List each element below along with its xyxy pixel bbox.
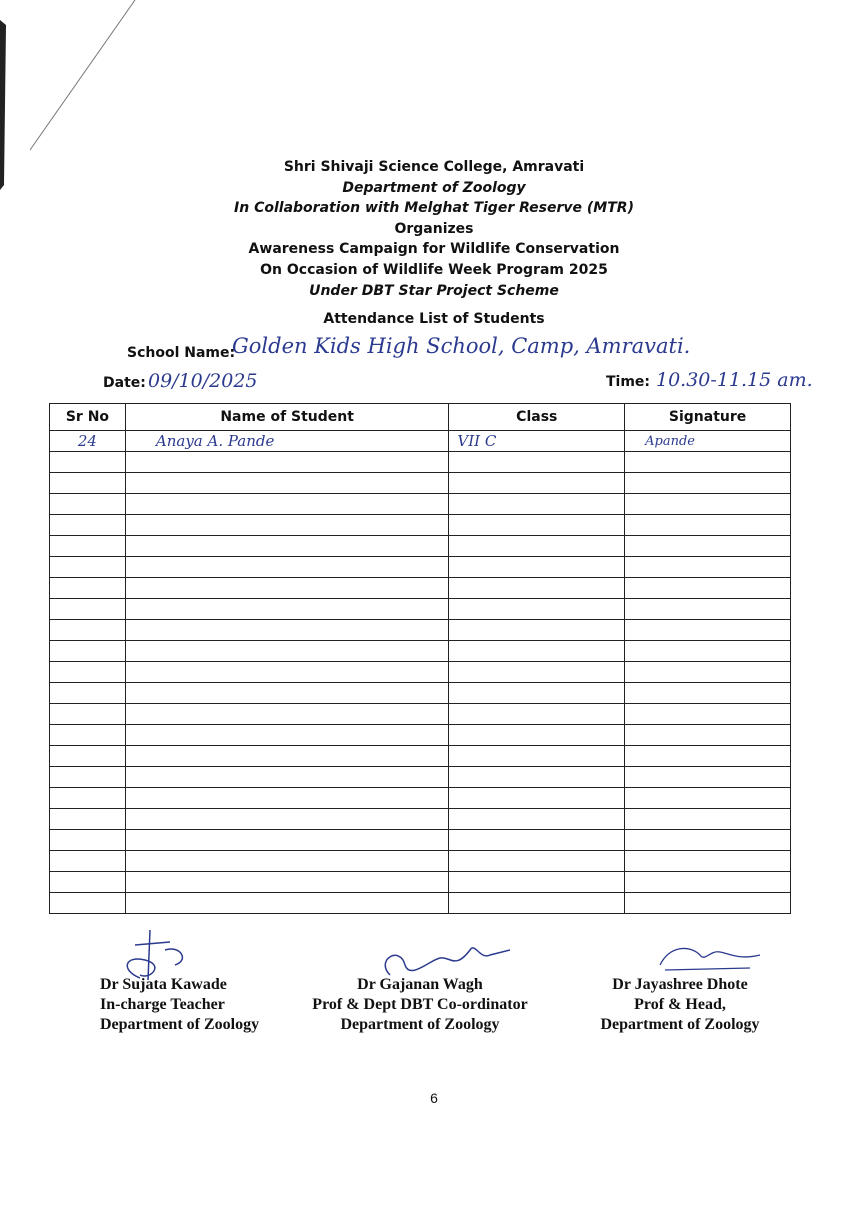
table-row	[50, 683, 791, 704]
col-student-name: Name of Student	[125, 404, 449, 431]
empty-cell	[125, 725, 449, 746]
signatory-kawade	[100, 975, 275, 1035]
empty-cell	[125, 599, 449, 620]
empty-cell	[625, 767, 791, 788]
empty-cell	[125, 809, 449, 830]
empty-cell	[50, 788, 126, 809]
empty-cell	[449, 662, 625, 683]
table-row	[50, 641, 791, 662]
table-row	[50, 599, 791, 620]
empty-cell	[50, 557, 126, 578]
school-name-value: Golden Kids High School, Camp, Amravati.	[232, 334, 691, 358]
cell-student-name: Anaya A. Pande	[125, 431, 449, 452]
empty-cell	[50, 662, 126, 683]
empty-cell	[50, 851, 126, 872]
table-row	[50, 662, 791, 683]
cell-sr-no: 24	[50, 431, 126, 452]
empty-cell	[125, 620, 449, 641]
empty-cell	[625, 620, 791, 641]
table-row	[50, 578, 791, 599]
empty-cell	[449, 515, 625, 536]
empty-cell	[625, 851, 791, 872]
empty-cell	[625, 872, 791, 893]
empty-cell	[625, 452, 791, 473]
empty-cell	[449, 893, 625, 914]
empty-cell	[50, 830, 126, 851]
collaboration-line: In Collaboration with Melghat Tiger Reserve (MTR)	[234, 200, 634, 217]
school-name-label: School Name:	[127, 345, 236, 361]
table-row	[50, 746, 791, 767]
table-header-row	[50, 404, 791, 431]
empty-cell	[50, 599, 126, 620]
campaign-title: Awareness Campaign for Wildlife Conservation	[248, 241, 620, 258]
empty-cell	[50, 767, 126, 788]
empty-cell	[625, 494, 791, 515]
signatory-name: Dr Jayashree Dhote	[612, 976, 748, 993]
empty-cell	[125, 767, 449, 788]
empty-cell	[50, 683, 126, 704]
empty-cell	[125, 515, 449, 536]
empty-cell	[449, 494, 625, 515]
empty-cell	[50, 515, 126, 536]
empty-cell	[125, 452, 449, 473]
signatory-role: Prof & Dept DBT Co-ordinator	[312, 996, 528, 1013]
empty-cell	[125, 641, 449, 662]
time-label: Time:	[606, 374, 651, 390]
time-value: 10.30-11.15 am.	[656, 369, 813, 391]
empty-cell	[125, 851, 449, 872]
table-row	[50, 725, 791, 746]
col-class: Class	[449, 404, 625, 431]
empty-cell	[625, 599, 791, 620]
empty-cell	[449, 473, 625, 494]
table-row	[50, 830, 791, 851]
empty-cell	[449, 599, 625, 620]
empty-cell	[50, 452, 126, 473]
empty-cell	[449, 851, 625, 872]
organizes-line: Organizes	[394, 220, 474, 237]
attendance-table	[49, 403, 791, 914]
empty-cell	[625, 893, 791, 914]
empty-cell	[625, 662, 791, 683]
table-row	[50, 620, 791, 641]
empty-cell	[625, 725, 791, 746]
empty-cell	[50, 809, 126, 830]
empty-cell	[625, 746, 791, 767]
col-signature: Signature	[625, 404, 791, 431]
empty-cell	[625, 473, 791, 494]
occasion-line: On Occasion of Wildlife Week Program 2025	[260, 261, 608, 278]
table-row	[50, 452, 791, 473]
table-row	[50, 473, 791, 494]
empty-cell	[625, 557, 791, 578]
table-row	[50, 515, 791, 536]
empty-cell	[125, 578, 449, 599]
empty-cell	[625, 536, 791, 557]
signatory-dept: Department of Zoology	[340, 1016, 500, 1033]
empty-cell	[625, 704, 791, 725]
empty-cell	[449, 557, 625, 578]
empty-cell	[449, 620, 625, 641]
empty-cell	[625, 578, 791, 599]
empty-cell	[625, 641, 791, 662]
empty-cell	[50, 893, 126, 914]
department-name: Department of Zoology	[342, 179, 526, 196]
empty-cell	[50, 473, 126, 494]
empty-cell	[50, 494, 126, 515]
empty-cell	[449, 830, 625, 851]
empty-cell	[449, 536, 625, 557]
empty-cell	[125, 704, 449, 725]
table-row	[50, 557, 791, 578]
empty-cell	[449, 578, 625, 599]
empty-cell	[50, 641, 126, 662]
empty-cell	[50, 704, 126, 725]
empty-cell	[125, 473, 449, 494]
empty-cell	[625, 809, 791, 830]
empty-cell	[449, 809, 625, 830]
empty-cell	[125, 494, 449, 515]
empty-cell	[50, 725, 126, 746]
empty-cell	[625, 788, 791, 809]
empty-cell	[125, 746, 449, 767]
document-header	[0, 157, 868, 301]
table-row	[50, 872, 791, 893]
empty-cell	[125, 662, 449, 683]
empty-cell	[125, 557, 449, 578]
empty-cell	[50, 536, 126, 557]
empty-cell	[449, 788, 625, 809]
attendance-title: Attendance List of Students	[323, 311, 545, 327]
empty-cell	[125, 830, 449, 851]
table-row	[50, 494, 791, 515]
empty-cell	[449, 452, 625, 473]
col-sr-no: Sr No	[50, 404, 126, 431]
date-label: Date:	[103, 375, 146, 391]
table-row	[50, 809, 791, 830]
signatory-dept: Department of Zoology	[600, 1016, 760, 1033]
table-row	[50, 851, 791, 872]
table-row	[50, 767, 791, 788]
cell-signature: Apande	[625, 431, 791, 452]
empty-cell	[625, 830, 791, 851]
empty-cell	[125, 872, 449, 893]
scheme-line: Under DBT Star Project Scheme	[309, 282, 559, 299]
empty-cell	[50, 578, 126, 599]
signatory-role: In-charge Teacher	[100, 996, 225, 1013]
empty-cell	[625, 683, 791, 704]
date-value: 09/10/2025	[148, 370, 258, 392]
cell-class: VII C	[449, 431, 625, 452]
page-number: 6	[430, 1090, 438, 1106]
signatory-dept: Department of Zoology	[100, 1016, 260, 1033]
empty-cell	[50, 620, 126, 641]
empty-cell	[449, 872, 625, 893]
table-row	[50, 536, 791, 557]
signature-scribble-dhote	[650, 940, 770, 975]
table-row	[50, 704, 791, 725]
empty-cell	[449, 683, 625, 704]
signatory-wagh	[290, 975, 550, 1035]
empty-cell	[449, 641, 625, 662]
table-row	[50, 893, 791, 914]
signatory-name: Dr Sujata Kawade	[100, 976, 227, 993]
empty-cell	[125, 683, 449, 704]
empty-cell	[625, 515, 791, 536]
empty-cell	[449, 704, 625, 725]
empty-cell	[125, 893, 449, 914]
empty-cell	[125, 536, 449, 557]
empty-cell	[50, 872, 126, 893]
empty-cell	[50, 746, 126, 767]
table-row	[50, 431, 791, 452]
empty-cell	[449, 767, 625, 788]
table-row	[50, 788, 791, 809]
empty-cell	[449, 746, 625, 767]
signatory-dhote	[580, 975, 780, 1035]
college-name: Shri Shivaji Science College, Amravati	[283, 159, 585, 175]
signatory-role: Prof & Head,	[634, 996, 726, 1013]
signatory-name: Dr Gajanan Wagh	[357, 976, 483, 993]
empty-cell	[449, 725, 625, 746]
empty-cell	[125, 788, 449, 809]
